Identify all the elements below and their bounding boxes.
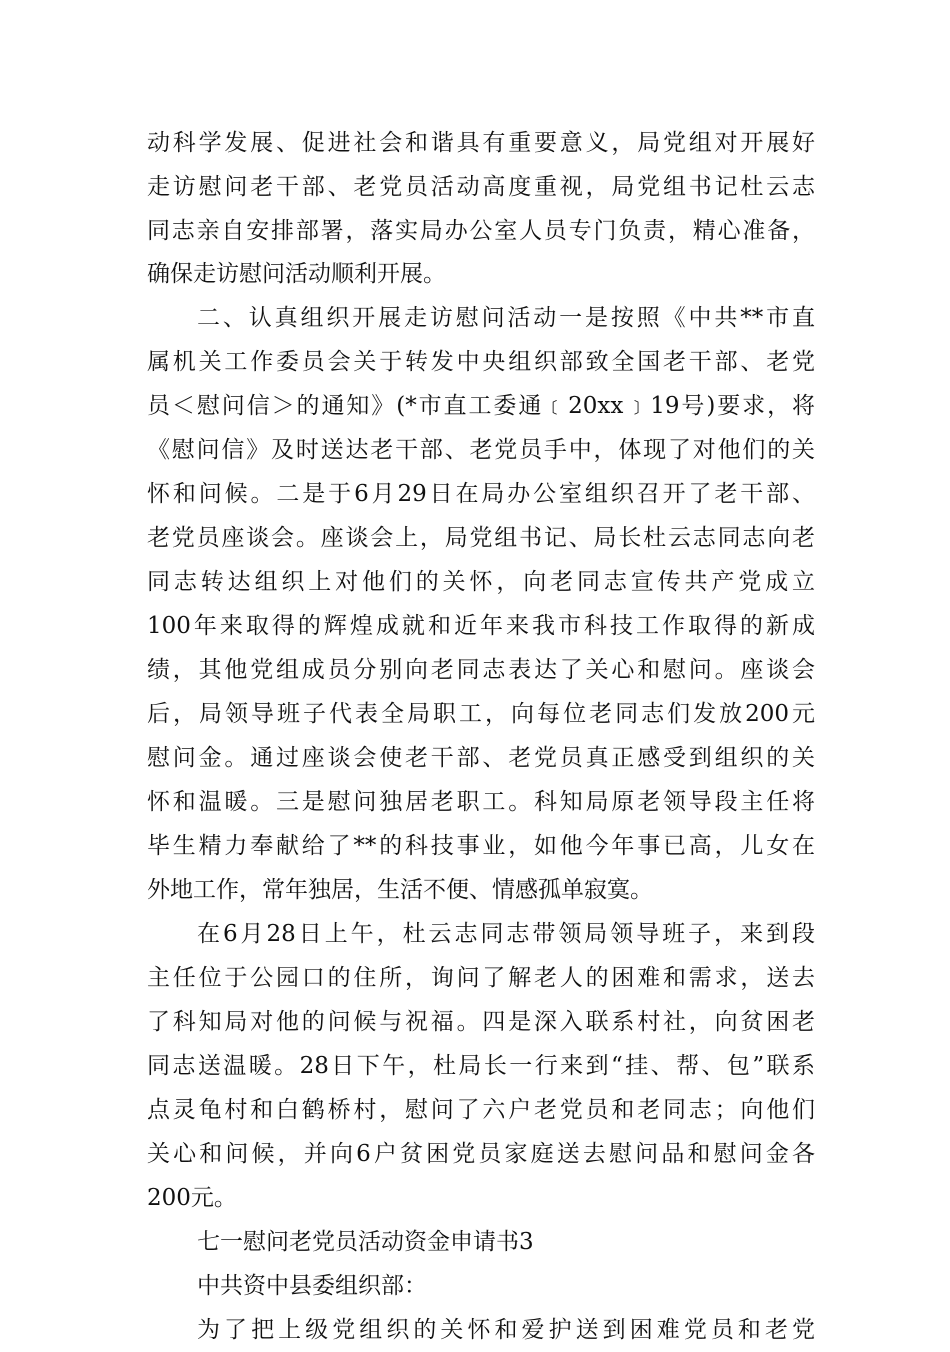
text-line: 动科学发展、促进社会和谐具有重要意义，局党组对开展好	[147, 130, 815, 156]
text-line: 《慰问信》及时送达老干部、老党员手中，体现了对他们的关	[147, 437, 815, 463]
text-line: 200元。	[147, 1185, 237, 1211]
text-line: 主任位于公园口的住所，询问了解老人的困难和需求，送去	[147, 965, 815, 991]
paragraph-first-line: 二、认真组织开展走访慰问活动一是按照《中共**市直	[197, 305, 815, 331]
section-heading: 七一慰问老党员活动资金申请书3	[197, 1229, 534, 1255]
paragraph-first-line: 为了把上级党组织的关怀和爱护送到困难党员和老党	[197, 1317, 815, 1343]
text-line: 属机关工作委员会关于转发中央组织部致全国老干部、老党	[147, 349, 815, 375]
text-line: 确保走访慰问活动顺利开展。	[147, 261, 446, 287]
addressee-line: 中共资中县委组织部：	[197, 1273, 427, 1299]
text-line: 后，局领导班子代表全局职工，向每位老同志们发放200元	[147, 701, 815, 727]
text-line: 同志亲自安排部署，落实局办公室人员专门负责，精心准备，	[147, 218, 815, 244]
text-line: 点灵龟村和白鹤桥村，慰问了六户老党员和老同志；向他们	[147, 1097, 815, 1123]
text-line: 关心和问候，并向6户贫困党员家庭送去慰问品和慰问金各	[147, 1141, 815, 1167]
text-line: 慰问金。通过座谈会使老干部、老党员真正感受到组织的关	[147, 745, 815, 771]
text-line: 老党员座谈会。座谈会上，局党组书记、局长杜云志同志向老	[147, 525, 815, 551]
text-line: 怀和问候。二是于6月29日在局办公室组织召开了老干部、	[147, 481, 815, 507]
text-line: 怀和温暖。三是慰问独居老职工。科知局原老领导段主任将	[147, 789, 815, 815]
text-line: 同志转达组织上对他们的关怀，向老同志宣传共产党成立	[147, 569, 815, 595]
text-line: 毕生精力奉献给了**的科技事业，如他今年事已高，儿女在	[147, 833, 815, 859]
text-line: 100年来取得的辉煌成就和近年来我市科技工作取得的新成	[147, 613, 815, 639]
paragraph-first-line: 在6月28日上午，杜云志同志带领局领导班子，来到段	[197, 921, 815, 947]
text-line: 同志送温暖。28日下午，杜局长一行来到“挂、帮、包”联系	[147, 1053, 815, 1079]
text-line: 绩，其他党组成员分别向老同志表达了关心和慰问。座谈会	[147, 657, 815, 683]
text-line: 走访慰问老干部、老党员活动高度重视，局党组书记杜云志	[147, 174, 815, 200]
text-line: 了科知局对他的问候与祝福。四是深入联系村社，向贫困老	[147, 1009, 815, 1035]
text-line: 外地工作，常年独居，生活不便、情感孤单寂寞。	[147, 877, 653, 903]
text-line: 员＜慰问信＞的通知》(*市直工委通﹝20xx﹞19号)要求，将	[147, 393, 815, 419]
